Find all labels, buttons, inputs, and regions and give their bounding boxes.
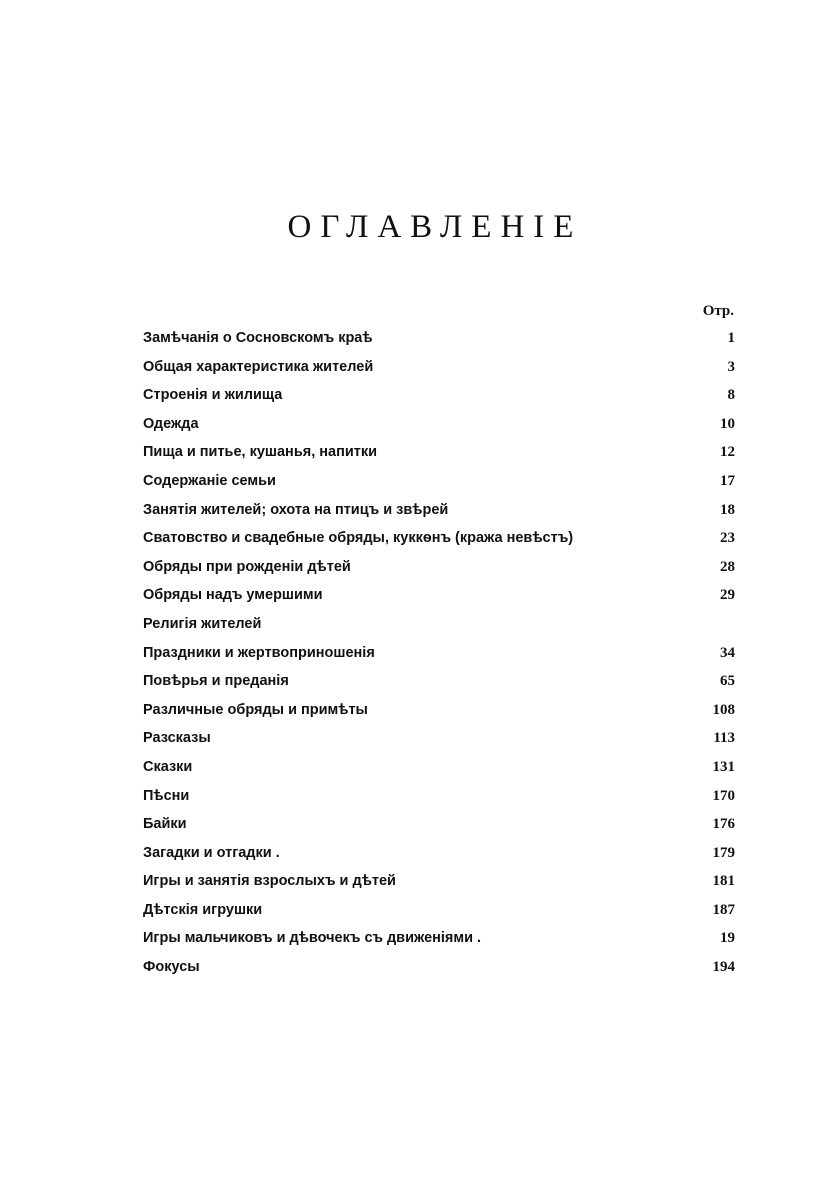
toc-entry-page: 28 (720, 558, 735, 575)
page-title: ОГЛАВЛЕНІЕ (287, 209, 583, 245)
toc-entry-page: 19 (720, 930, 735, 947)
toc-entry-page: 170 (712, 787, 735, 804)
toc-entry-title: Одежда (143, 415, 199, 432)
toc-entry-page: 131 (712, 758, 735, 775)
toc-entry (143, 810, 735, 839)
toc-entry (143, 696, 735, 725)
toc-entry (143, 639, 735, 668)
toc-entry-title: Общая характеристика жителей (143, 358, 374, 375)
toc-entry-page: 17 (720, 472, 735, 489)
toc-entry-page: 3 (727, 358, 735, 375)
toc-entry-page: 8 (727, 387, 735, 404)
toc-entry-page: 194 (712, 959, 735, 976)
toc-entry (143, 381, 735, 410)
toc-entry (143, 924, 735, 953)
toc-entry-page: 10 (720, 415, 735, 432)
toc-entry-title: Сватовство и свадебные обряды, куккѳнъ (кража невѣстъ) (143, 530, 574, 547)
toc-entry-title: Дѣтскія игрушки (143, 901, 263, 918)
toc-entry-title: Повѣрья и преданія (143, 673, 289, 690)
toc-entry-title: Сказки (143, 758, 193, 775)
toc-entry-title: Пѣсни (143, 787, 190, 804)
toc-entry-page: 187 (712, 901, 735, 918)
toc-entry (143, 867, 735, 896)
toc-entry-title: Религія жителей (143, 615, 262, 632)
toc-entry-title: Игры и занятія взрослыхъ и дѣтей (143, 873, 396, 890)
toc-entry-title: Замѣчанія о Сосновскомъ краѣ (143, 330, 373, 346)
toc-entry-title: Содержаніе семьи (143, 472, 276, 489)
toc-entry (143, 610, 735, 639)
toc-entry-title: Фокусы (143, 959, 200, 976)
toc-entry-title: Обряды при рожденіи дѣтей (143, 558, 351, 575)
toc-entry (143, 438, 735, 467)
toc-entry (143, 553, 735, 582)
toc-entry (143, 524, 735, 553)
toc-entry (143, 782, 735, 811)
toc-entry-page: 179 (712, 844, 735, 861)
toc-entry-page: 18 (720, 501, 735, 518)
toc-entry (143, 753, 735, 782)
toc-entry-page: 12 (720, 444, 735, 461)
table-of-contents (143, 324, 735, 982)
toc-entry-title: Различные обряды и примѣты (143, 701, 368, 718)
toc-entry-page: 23 (720, 530, 735, 547)
toc-entry-page: 65 (720, 673, 735, 690)
toc-entry (143, 467, 735, 496)
toc-entry-title: Обряды надъ умершими (143, 587, 323, 604)
toc-entry (143, 667, 735, 696)
toc-entry-title: Загадки и отгадки . (143, 844, 280, 861)
toc-entry-title: Праздники и жертвоприношенія (143, 644, 375, 661)
toc-entry-title: Байки (143, 816, 187, 833)
toc-entry (143, 581, 735, 610)
toc-entry-page: 108 (712, 701, 735, 718)
toc-entry (143, 496, 735, 525)
toc-entry-title: Занятія жителей; охота на птицъ и звѣрей (143, 501, 449, 518)
toc-entry-page: 113 (713, 730, 735, 747)
toc-entry-page: 1 (727, 330, 735, 346)
page-column-label: Отр. (702, 303, 734, 319)
toc-entry (143, 724, 735, 753)
toc-entry (143, 353, 735, 382)
toc-entry (143, 324, 735, 353)
toc-entry-page: 176 (712, 816, 735, 833)
toc-entry-title: Разсказы (143, 730, 211, 747)
toc-entry-title: Строенія и жилища (143, 387, 283, 404)
toc-entry-page: 34 (720, 644, 735, 661)
toc-entry-title: Пища и питье, кушанья, напитки (143, 444, 378, 461)
toc-entry (143, 839, 735, 868)
toc-entry-page: 181 (712, 873, 735, 890)
toc-entry-page: 29 (720, 587, 735, 604)
toc-entry-title: Игры мальчиковъ и дѣвочекъ съ движеніями . (143, 930, 482, 947)
toc-entry (143, 953, 735, 982)
toc-entry (143, 896, 735, 925)
toc-entry (143, 410, 735, 439)
